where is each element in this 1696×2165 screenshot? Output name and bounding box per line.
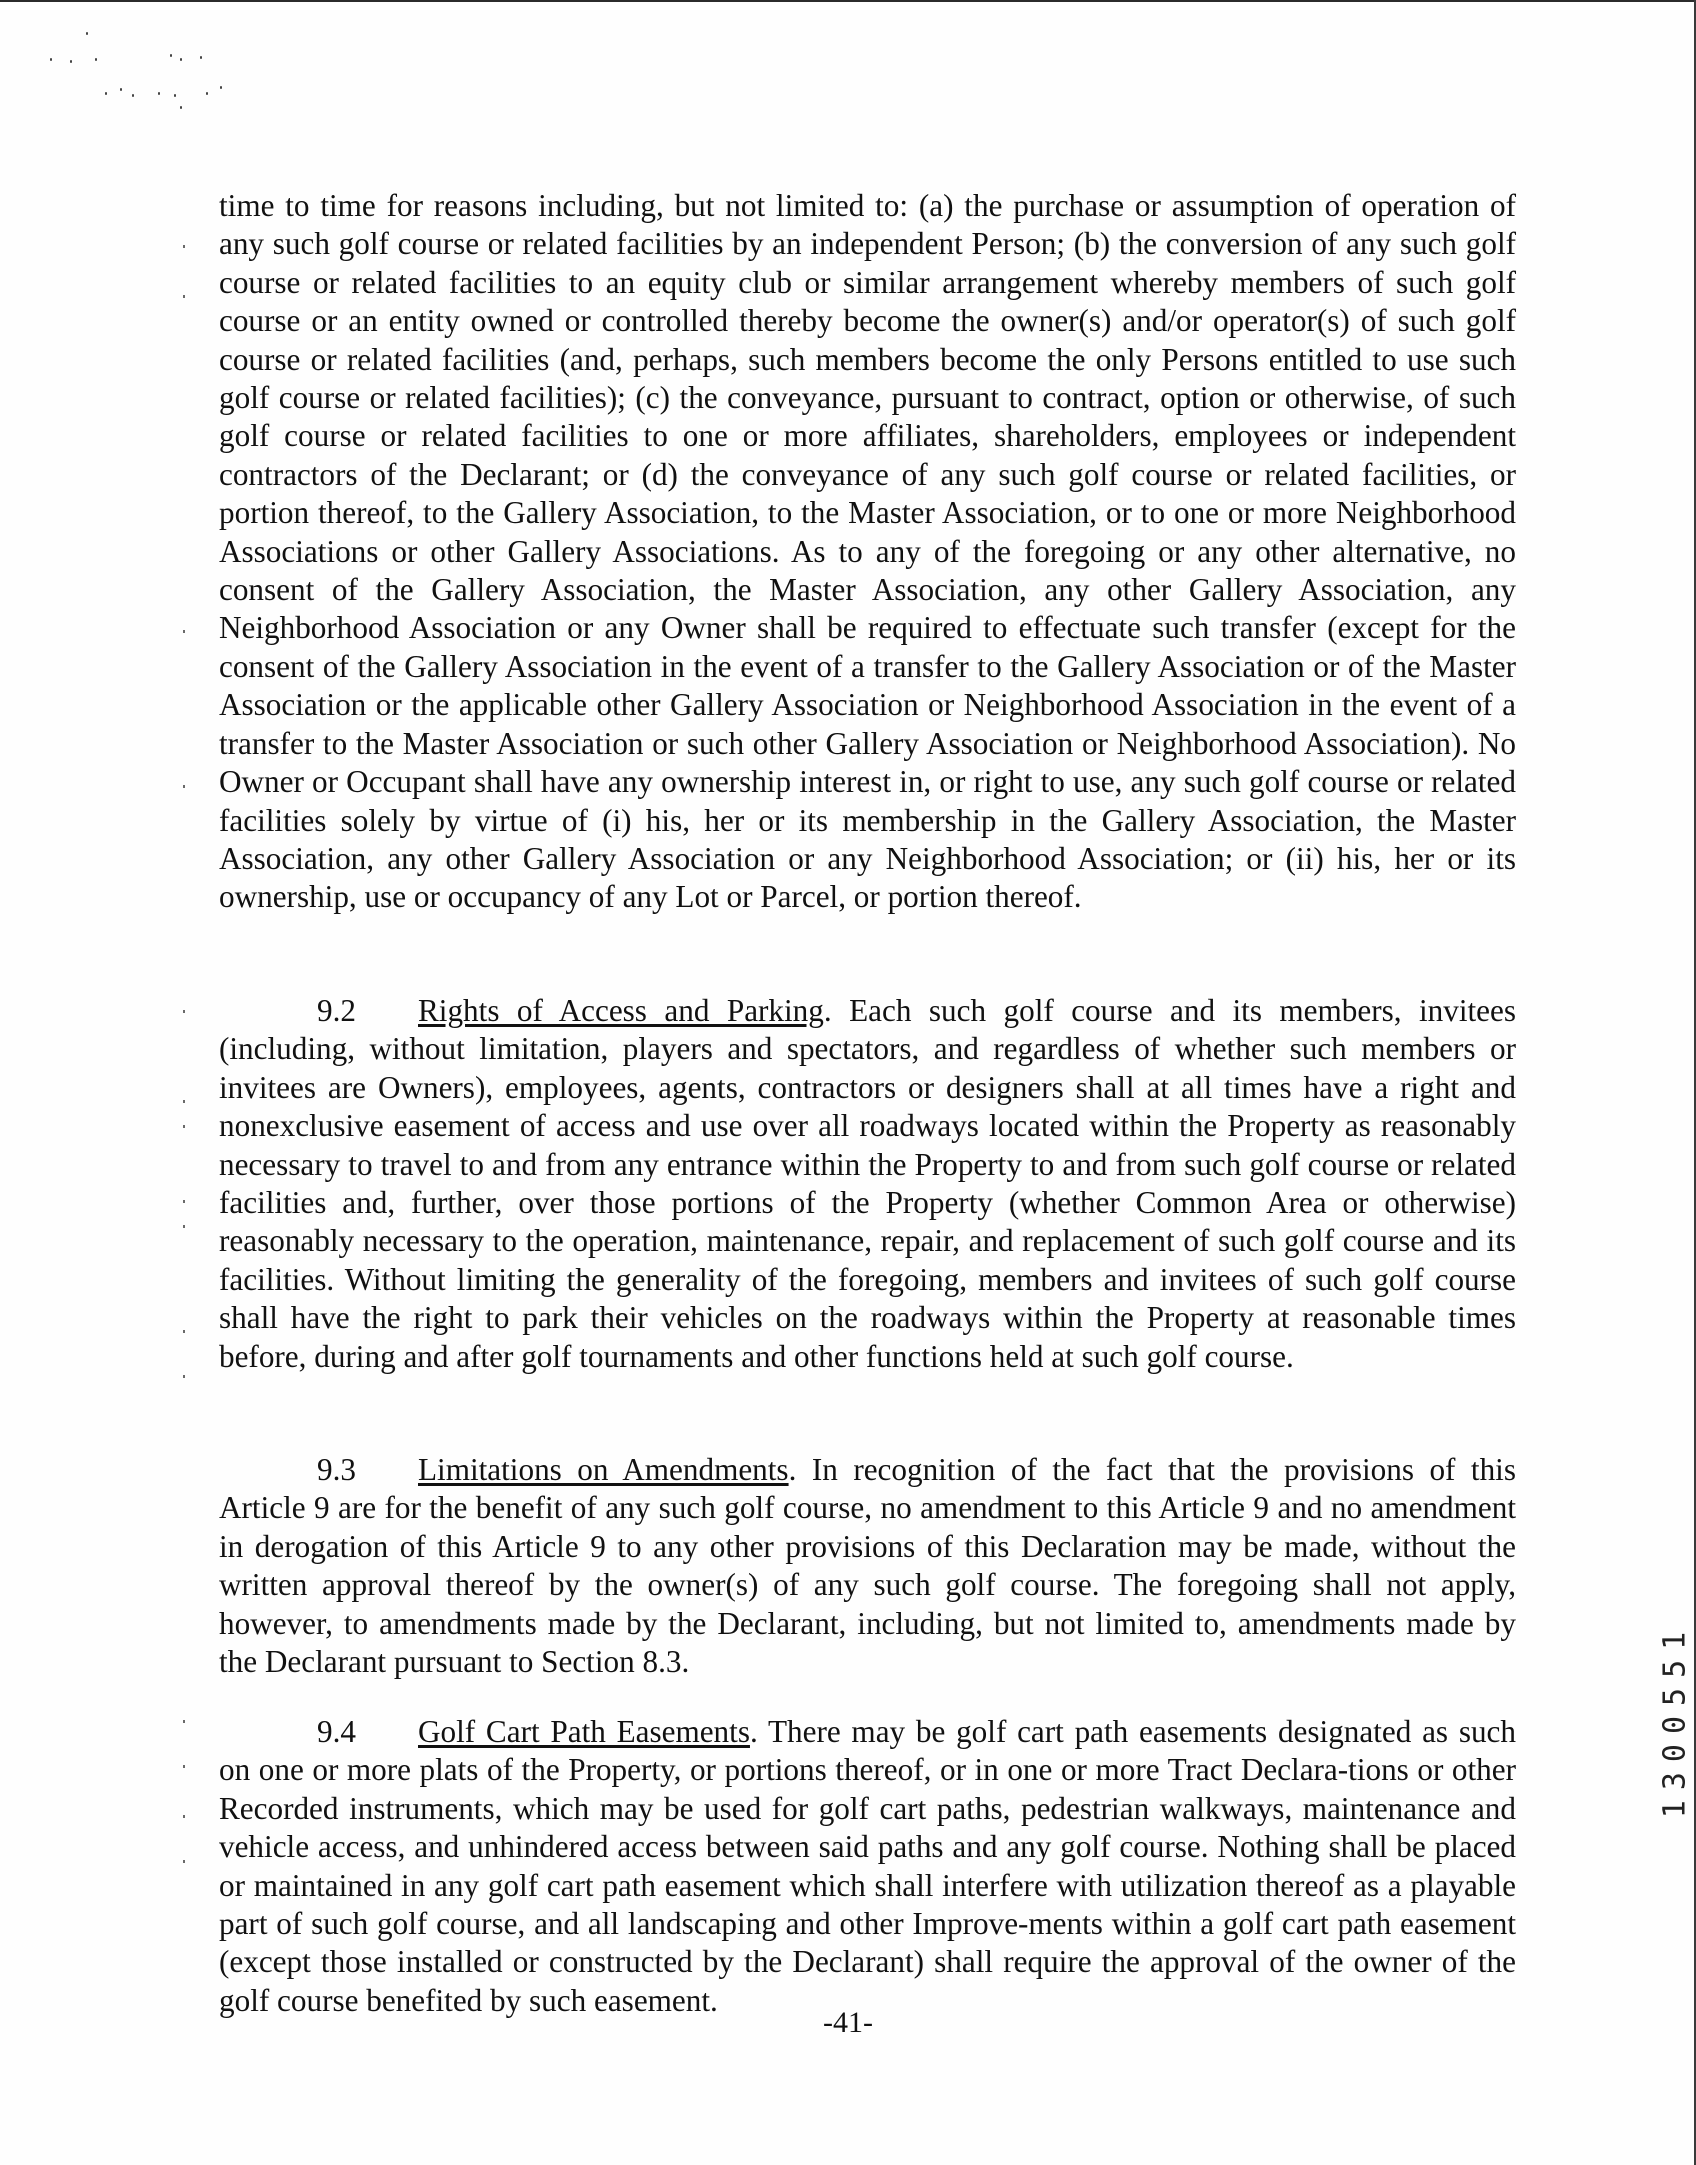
- section-9-2-paragraph: [219, 992, 1516, 1376]
- margin-mark: [183, 245, 185, 248]
- section-9-3-paragraph: [219, 1451, 1516, 1681]
- section-number: 9.4: [317, 1714, 356, 1749]
- speckle: [70, 60, 72, 63]
- scan-speckles: [40, 28, 240, 118]
- margin-mark: [183, 630, 185, 633]
- speckle: [180, 58, 182, 61]
- margin-mark: [183, 1375, 185, 1378]
- scan-top-edge: [0, 0, 1696, 2]
- margin-mark: [183, 1200, 185, 1203]
- side-stamp: [1657, 1570, 1693, 1870]
- section-9-4-paragraph: [219, 1713, 1516, 2020]
- speckle: [220, 86, 222, 89]
- speckle: [170, 54, 172, 57]
- margin-mark: [183, 1125, 185, 1128]
- section-title: Limitations on Amendments: [418, 1452, 789, 1487]
- margin-mark: [183, 295, 185, 298]
- margin-mark: [183, 1860, 185, 1863]
- speckle: [86, 32, 88, 35]
- speckle: [50, 58, 52, 61]
- speckle: [200, 56, 202, 59]
- margin-mark: [183, 785, 185, 788]
- margin-mark: [183, 1720, 185, 1723]
- margin-mark: [183, 1330, 185, 1333]
- section-title: Golf Cart Path Easements: [418, 1714, 750, 1749]
- section-body: . There may be golf cart path easements designated as such on one or more plats of the Property, or portions thereof, or in one or more Tract Declara-tions or other Recorded instruments, which may be used for golf cart paths, pedestrian walkways, maintenance and vehicle access, and unhindered access between said paths and any golf course. Nothing shall be placed or maintained in any golf cart path easement which shall interfere with utilization thereof as a playable part of such golf course, and all landscaping and other Improve-ments within a golf cart path easement (except those installed or constructed by the Declarant) shall require the approval of the owner of the golf course benefited by such easement.: [219, 1714, 1516, 2018]
- speckle: [105, 92, 107, 95]
- section-body: . In recognition of the fact that the provisions of this Article 9 are for the benefit of any such golf course, no amendment to this Article 9 and no amendment in derogation of this Article 9 to any other provisions of this Declaration may be made, without the written approval thereof by the owner(s) of any such golf course. The foregoing shall not apply, however, to amendments made by the Declarant, including, but not limited to, amendments made by the Declarant pursuant to Section 8.3.: [219, 1452, 1516, 1680]
- section-number: 9.3: [317, 1452, 356, 1487]
- margin-mark: [183, 1100, 185, 1103]
- margin-mark: [183, 1765, 185, 1768]
- speckle: [132, 94, 134, 97]
- section-title: Rights of Access and Parking: [418, 993, 824, 1028]
- page-number: -41-: [823, 2006, 873, 2039]
- speckle: [158, 92, 160, 95]
- section-number: 9.2: [317, 993, 356, 1028]
- speckle: [174, 94, 176, 97]
- section-body: . Each such golf course and its members, invitees (including, without limitation, players and spectators, and regardless of whether such members or invitees are Owners), employees, agents, contractors or designers shall at all times have a right and nonexclusive easement of access and use over all roadways located within the Property as reasonably necessary to travel to and from any entrance within the Property to and from such golf course or related facilities and, further, over those portions of the Property (whether Common Area or otherwise) reasonably necessary to the operation, maintenance, repair, and replacement of such golf course and its facilities. Without limiting the generality of the foregoing, members and invitees of such golf course shall have the right to park their vehicles on the roadways within the Property at reasonable times before, during and after golf tournaments and other functions held at such golf course.: [219, 993, 1516, 1374]
- speckle: [95, 58, 97, 61]
- speckle: [180, 106, 182, 109]
- margin-mark: [183, 1815, 185, 1818]
- speckle: [120, 88, 122, 91]
- margin-mark: [183, 1010, 185, 1013]
- side-stamp-text: 1300551: [1657, 1621, 1693, 1819]
- continuation-paragraph: time to time for reasons including, but not limited to: (a) the purchase or assumption of operation of any such golf course or related facilities by an independent Person; (b) the conversion of any such golf course or related facilities to an equity club or similar arrangement whereby members of such golf course or an entity owned or controlled thereby become the owner(s) and/or operator(s) of such golf course or related facilities (and, perhaps, such members become the only Persons entitled to use such golf course or related facilities); (c) the conveyance, pursuant to contract, option or otherwise, of such golf course or related facilities to one or more affiliates, shareholders, employees or independent contractors of the Declarant; or (d) the conveyance of any such golf course or related facilities, or portion thereof, to the Gallery Association, to the Master Association, or to one or more Neighborhood Associations or other Gallery Associations. As to any of the foregoing or any other alternative, no consent of the Gallery Association, the Master Association, any other Gallery Association, any Neighborhood Association or any Owner shall be required to effectuate such transfer (except for the consent of the Gallery Association in the event of a transfer to the Gallery Association or of the Master Association or the applicable other Gallery Association or Neighborhood Association in the event of a transfer to the Master Association or such other Gallery Association or Neighborhood Association). No Owner or Occupant shall have any ownership interest in, or right to use, any such golf course or related facilities solely by virtue of (i) his, her or its membership in the Gallery Association, the Master Association, any other Gallery Association or any Neighborhood Association; or (ii) his, her or its ownership, use or occupancy of any Lot or Parcel, or portion thereof.: [219, 188, 1516, 915]
- margin-mark: [183, 1225, 185, 1228]
- speckle: [206, 92, 208, 95]
